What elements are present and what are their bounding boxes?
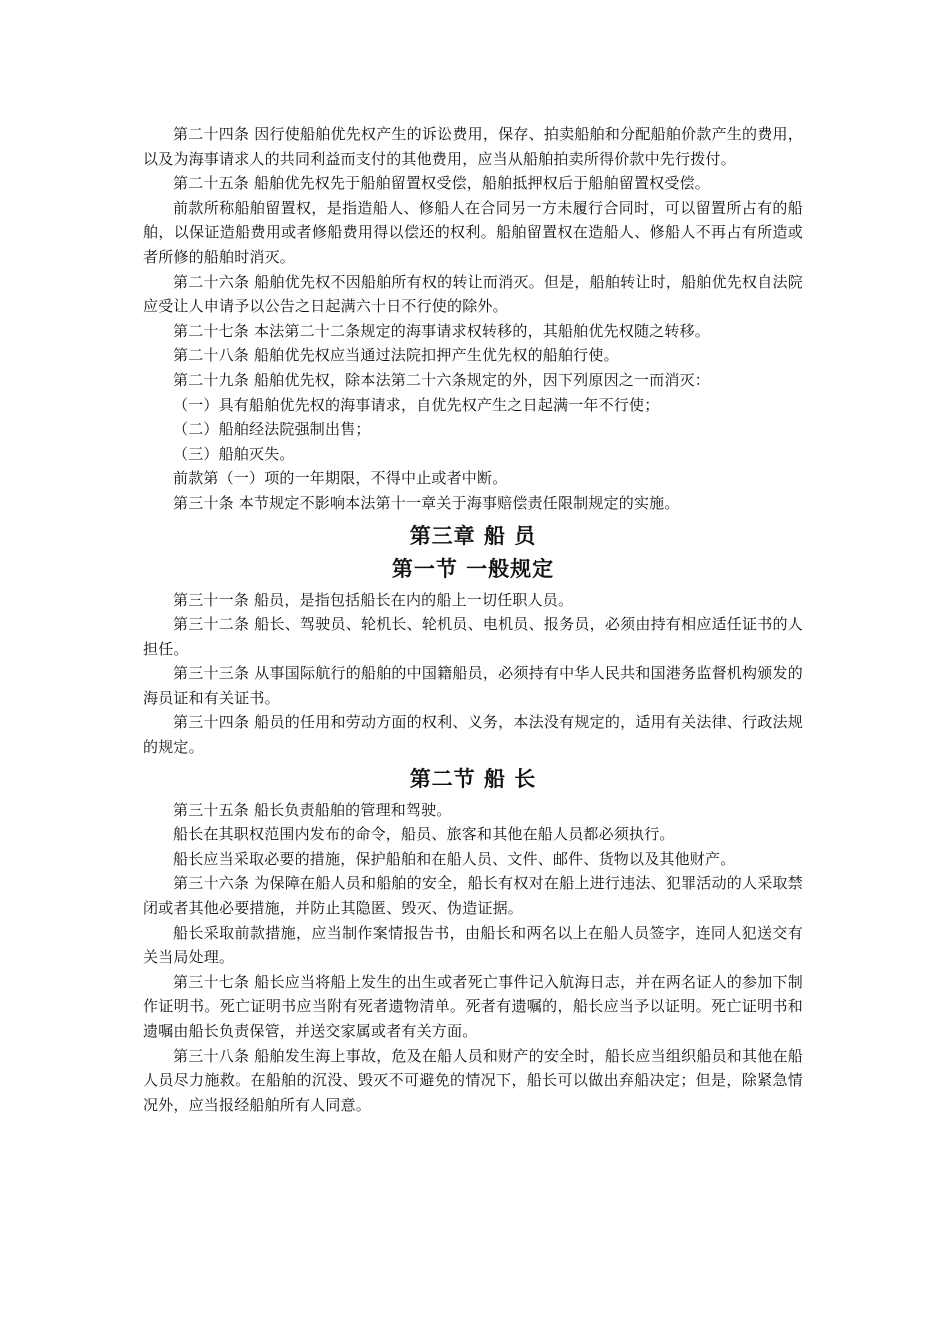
article-27: 第二十七条 本法第二十二条规定的海事请求权转移的，其船舶优先权随之转移。 xyxy=(173,321,710,340)
article-25: 第二十五条 船舶优先权先于船舶留置权受偿，船舶抵押权后于船舶留置权受偿。 xyxy=(173,174,710,193)
article-29-item-2: （二）船舶经法院强制出售； xyxy=(173,420,371,439)
article-30: 第三十条 本节规定不影响本法第十一章关于海事赔偿责任限制规定的实施。 xyxy=(173,493,680,512)
article-32: 第三十二条 船长、驾驶员、轮机长、轮机员、电机员、报务员，必须由持有相应适任证书的人担任。 xyxy=(143,615,803,658)
article-36: 第三十六条 为保障在船人员和船舶的安全，船长有权对在船上进行违法、犯罪活动的人采取禁闭或者其他必要措施，并防止其隐匿、毁灭、伪造证据。 xyxy=(143,874,803,918)
article-33: 第三十三条 从事国际航行的船舶的中国籍船员，必须持有中华人民共和国港务监督机构颁发的海员证和有关证书。 xyxy=(143,664,803,707)
article-35: 第三十五条 船长负责船舶的管理和驾驶。 xyxy=(173,800,452,819)
article-36-para-2: 船长采取前款措施，应当制作案情报告书，由船长和两名以上在船人员签字，连同人犯送交有关当局处理。 xyxy=(143,923,803,967)
article-28: 第二十八条 船舶优先权应当通过法院扣押产生优先权的船舶行使。 xyxy=(173,346,619,365)
article-29-item-3: （三）船舶灭失。 xyxy=(173,444,295,463)
article-35-para-2: 船长在其职权范围内发布的命令，船员、旅客和其他在船人员都必须执行。 xyxy=(173,825,675,844)
article-31: 第三十一条 船员，是指包括船长在内的船上一切任职人员。 xyxy=(173,590,574,609)
article-29: 第二十九条 船舶优先权，除本法第二十六条规定的外，因下列原因之一而消灭： xyxy=(173,370,710,389)
article-24: 第二十四条 因行使船舶优先权产生的诉讼费用，保存、拍卖船舶和分配船舶价款产生的费用，以及为海事请求人的共同利益而支付的其他费用，应当从船舶拍卖所得价款中先行拨付。 xyxy=(143,125,803,168)
section-title-captain: 第二节 船 长 xyxy=(409,766,537,791)
article-34: 第三十四条 船员的任用和劳动方面的权利、义务，本法没有规定的，适用有关法律、行政法规的规定。 xyxy=(143,713,803,757)
document-page xyxy=(143,122,803,1117)
article-29-para-2: 前款第（一）项的一年期限，不得中止或者中断。 xyxy=(173,469,508,488)
article-35-para-3: 船长应当采取必要的措施，保护船舶和在船人员、文件、邮件、货物以及其他财产。 xyxy=(173,849,736,868)
section-title-general: 第一节 一般规定 xyxy=(391,556,555,581)
article-25-para-2: 前款所称船舶留置权，是指造船人、修船人在合同另一方未履行合同时，可以留置所占有的船舶，以保证造船费用或者修船费用得以偿还的权利。船舶留置权在造船人、修船人不再占有所造或者所修的船舶时消灭。 xyxy=(143,198,803,266)
article-29-item-1: （一）具有船舶优先权的海事请求，自优先权产生之日起满一年不行使； xyxy=(173,395,660,414)
article-38: 第三十八条 船舶发生海上事故，危及在船人员和财产的安全时，船长应当组织船员和其他在船人员尽力施救。在船舶的沉没、毁灭不可避免的情况下，船长可以做出弃船决定；但是，除紧急情况外，应当报经船舶所有人同意。 xyxy=(143,1046,803,1114)
article-37: 第三十七条 船长应当将船上发生的出生或者死亡事件记入航海日志，并在两名证人的参加下制作证明书。死亡证明书应当附有死者遗物清单。死者有遗嘱的，船长应当予以证明。死亡证明书和遗嘱由船长负责保管，并送交家属或者有关方面。 xyxy=(143,972,803,1040)
chapter-title: 第三章 船 员 xyxy=(409,523,537,548)
article-26: 第二十六条 船舶优先权不因船舶所有权的转让而消灭。但是，船舶转让时，船舶优先权自法院应受让人申请予以公告之日起满六十日不行使的除外。 xyxy=(143,272,803,316)
